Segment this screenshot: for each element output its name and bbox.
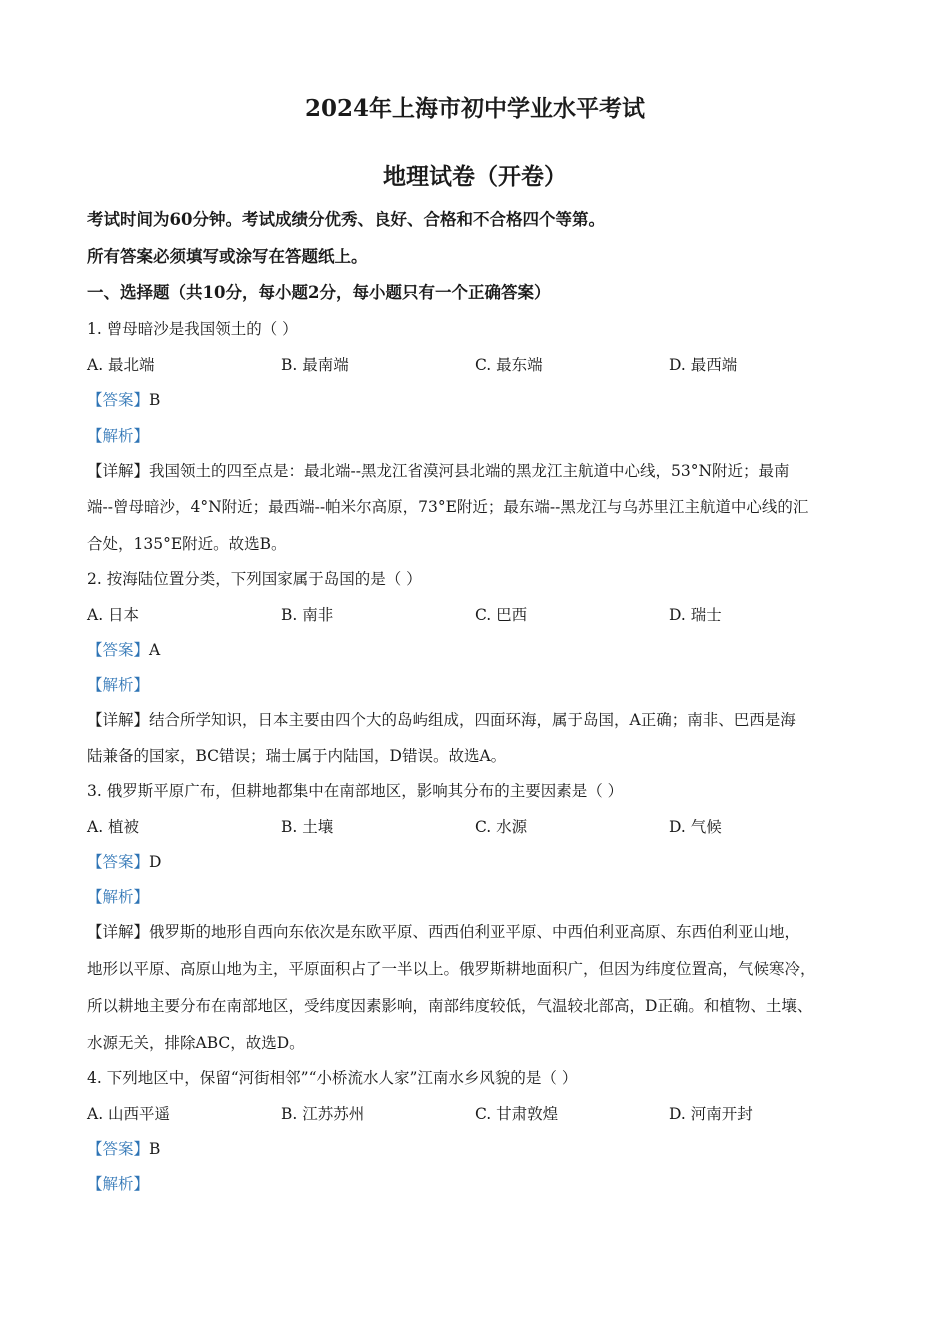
question-2-answer-value: A xyxy=(149,641,161,659)
detail-label: 【详解】 xyxy=(87,923,150,941)
question-3-options xyxy=(87,817,877,837)
answer-label: 【答案】 xyxy=(87,853,150,871)
question-1-analysis-label: 【解析】 xyxy=(87,427,150,445)
question-2-option-a: A. 日本 xyxy=(87,606,140,624)
question-1-answer-value: B xyxy=(149,391,161,409)
question-3-detail-line-4: 水源无关，排除ABC，故选D。 xyxy=(87,1034,305,1052)
question-3-detail-line-2: 地形以平原、高原山地为主，平原面积占了一半以上。俄罗斯耕地面积广，但因为纬度位置高，气候寒冷， xyxy=(87,960,816,978)
exam-title: 2024年上海市初中学业水平考试 xyxy=(304,95,645,122)
section-title: 一、选择题（共10分，每小题2分，每小题只有一个正确答案） xyxy=(87,283,551,302)
question-3-option-d: D. 气候 xyxy=(669,818,722,836)
question-1-detail-line-2: 端--曾母暗沙，4°N附近；最西端--帕米尔高原，73°E附近；最东端--黑龙江与乌苏里江主航道中心线的汇 xyxy=(87,498,809,516)
exam-note-answer-sheet: 所有答案必须填写或涂写在答题纸上。 xyxy=(87,247,368,266)
question-4-option-a: A. 山西平遥 xyxy=(87,1105,171,1123)
answer-label: 【答案】 xyxy=(87,1140,150,1158)
question-3-answer xyxy=(87,852,877,872)
question-2-analysis-label: 【解析】 xyxy=(87,676,150,694)
question-3-answer-value: D xyxy=(149,853,162,871)
question-4-answer xyxy=(87,1139,877,1159)
question-1-option-d: D. 最西端 xyxy=(669,356,738,374)
question-4-analysis-label: 【解析】 xyxy=(87,1175,150,1193)
question-2-answer xyxy=(87,640,877,660)
answer-label: 【答案】 xyxy=(87,641,150,659)
question-4-options xyxy=(87,1104,877,1124)
question-2-option-c: C. 巴西 xyxy=(475,606,528,624)
question-2-option-b: B. 南非 xyxy=(281,606,334,624)
question-1-detail-line-1 xyxy=(87,461,877,481)
question-2-detail-text-1: 结合所学知识，日本主要由四个大的岛屿组成，四面环海，属于岛国，A正确；南非、巴西是海 xyxy=(149,711,796,729)
question-1-option-a: A. 最北端 xyxy=(87,356,155,374)
question-1-answer xyxy=(87,390,877,410)
exam-subtitle: 地理试卷（开卷） xyxy=(383,163,567,190)
answer-label: 【答案】 xyxy=(87,391,150,409)
question-4-option-d: D. 河南开封 xyxy=(669,1105,753,1123)
question-3-detail-text-1: 俄罗斯的地形自西向东依次是东欧平原、西西伯利亚平原、中西伯利亚高原、东西伯利亚山地， xyxy=(149,923,801,941)
question-4-answer-value: B xyxy=(149,1140,161,1158)
question-3-option-c: C. 水源 xyxy=(475,818,528,836)
question-4-option-c: C. 甘肃敦煌 xyxy=(475,1105,559,1123)
question-2-detail-line-1 xyxy=(87,710,877,730)
question-3-stem: 3. 俄罗斯平原广布，但耕地都集中在南部地区，影响其分布的主要因素是（ ） xyxy=(87,782,624,800)
question-4-option-b: B. 江苏苏州 xyxy=(281,1105,365,1123)
question-3-analysis-label: 【解析】 xyxy=(87,888,150,906)
question-1-detail-text-1: 我国领土的四至点是：最北端--黑龙江省漠河县北端的黑龙江主航道中心线，53°N附近；最南 xyxy=(149,462,790,480)
question-3-detail-line-3: 所以耕地主要分布在南部地区，受纬度因素影响，南部纬度较低，气温较北部高，D正确。和植物、土壤、 xyxy=(87,997,813,1015)
detail-label: 【详解】 xyxy=(87,462,150,480)
question-4-stem: 4. 下列地区中，保留“河街相邻”“小桥流水人家”江南水乡风貌的是（ ） xyxy=(87,1069,578,1087)
question-3-option-a: A. 植被 xyxy=(87,818,140,836)
question-2-stem: 2. 按海陆位置分类，下列国家属于岛国的是（ ） xyxy=(87,570,422,588)
detail-label: 【详解】 xyxy=(87,711,150,729)
question-1-detail-line-3: 合处，135°E附近。故选B。 xyxy=(87,535,287,553)
question-1-option-c: C. 最东端 xyxy=(475,356,543,374)
question-1-stem: 1. 曾母暗沙是我国领土的（ ） xyxy=(87,320,298,338)
question-2-option-d: D. 瑞士 xyxy=(669,606,722,624)
question-1-options xyxy=(87,355,877,375)
question-3-option-b: B. 土壤 xyxy=(281,818,334,836)
question-2-options xyxy=(87,605,877,625)
exam-note-time: 考试时间为60分钟。考试成绩分优秀、良好、合格和不合格四个等第。 xyxy=(87,210,605,229)
question-1-option-b: B. 最南端 xyxy=(281,356,349,374)
question-3-detail-line-1 xyxy=(87,922,877,942)
question-2-detail-line-2: 陆兼备的国家，BC错误；瑞士属于内陆国，D错误。故选A。 xyxy=(87,747,507,765)
